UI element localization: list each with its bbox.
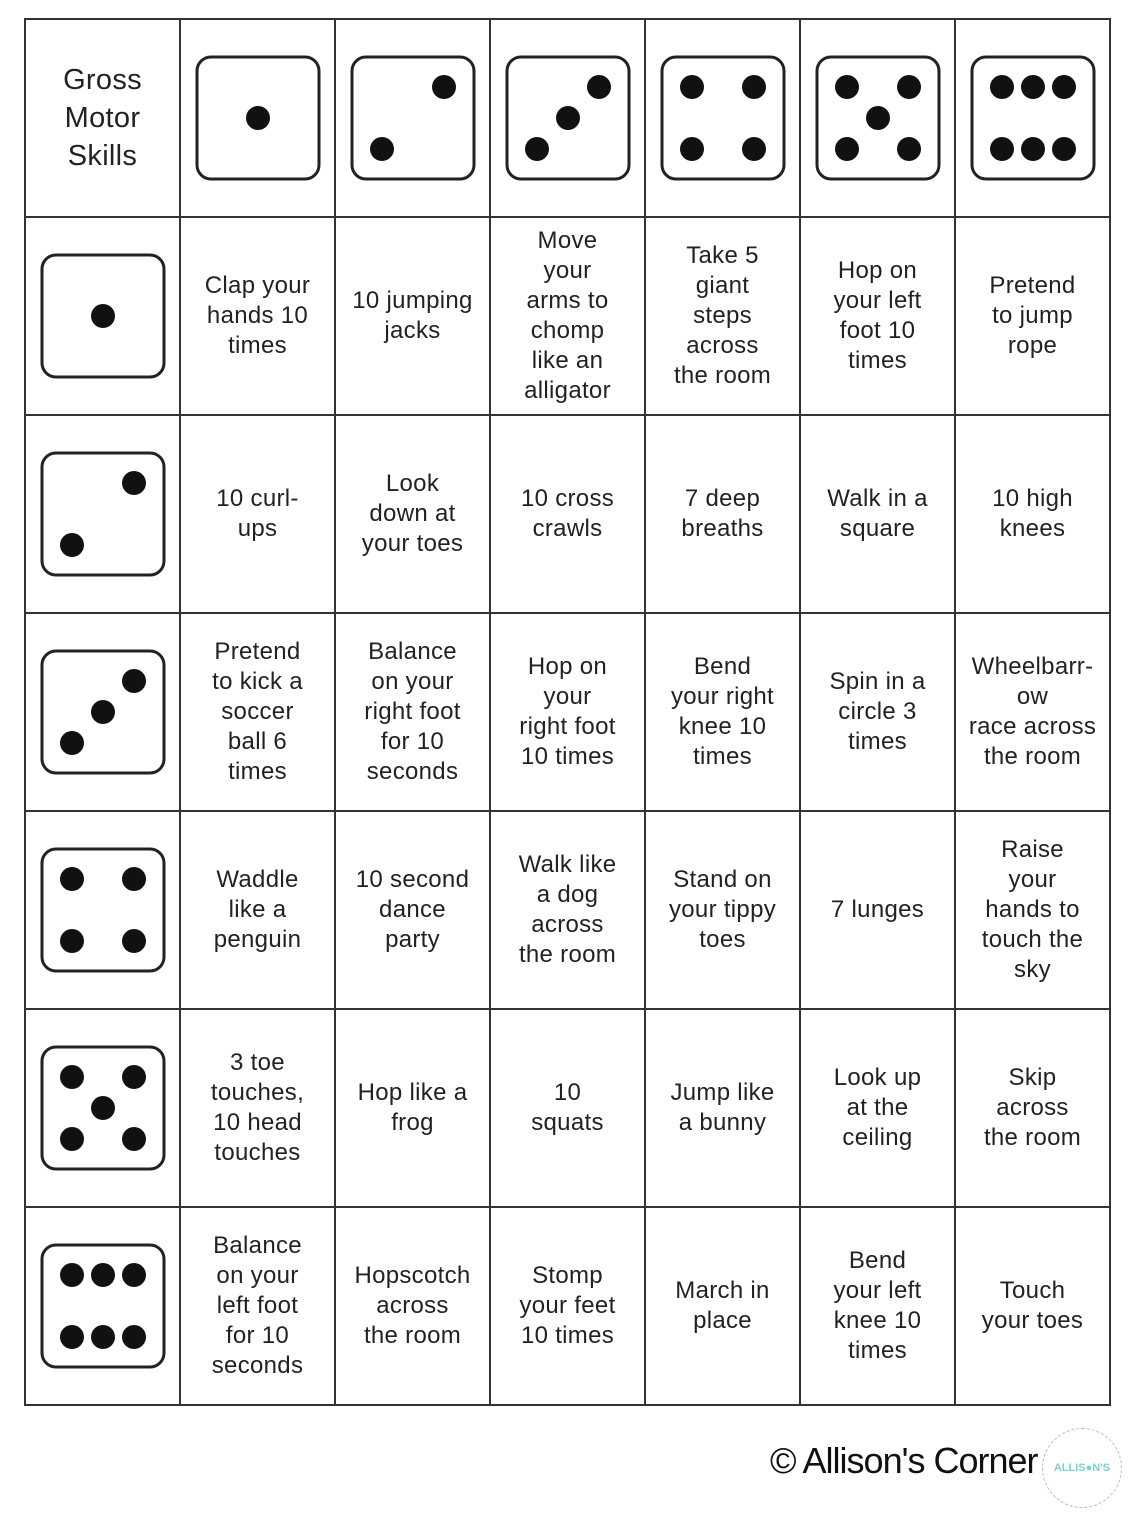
- die-face-6-icon: [969, 54, 1097, 182]
- activity-cell: 10 squats: [490, 1009, 645, 1207]
- die-pip: [246, 106, 270, 130]
- activity-cell: 7 lunges: [800, 811, 955, 1009]
- activity-cell: Clap your hands 10 times: [180, 217, 335, 415]
- activity-cell: Bend your left knee 10 times: [800, 1207, 955, 1405]
- table-row: [25, 415, 1110, 613]
- die-pip: [680, 75, 704, 99]
- die-face-4-icon: [659, 54, 787, 182]
- die-pip: [91, 1325, 115, 1349]
- header-die-cell: [955, 19, 1110, 217]
- header-row: [25, 19, 1110, 217]
- die-pip: [122, 471, 146, 495]
- die-pip: [60, 867, 84, 891]
- die-face-5-icon: [39, 1044, 167, 1172]
- activity-cell: Pretend to jump rope: [955, 217, 1110, 415]
- activity-cell: 10 jumping jacks: [335, 217, 490, 415]
- die-pip: [587, 75, 611, 99]
- die-pip: [60, 929, 84, 953]
- die-pip: [122, 1127, 146, 1151]
- table-row: [25, 217, 1110, 415]
- die-pip: [60, 731, 84, 755]
- die-pip: [680, 137, 704, 161]
- die-pip: [60, 1127, 84, 1151]
- die-face-6-icon: [39, 1242, 167, 1370]
- die-pip: [60, 1325, 84, 1349]
- die-face-4-icon: [39, 846, 167, 974]
- die-pip: [525, 137, 549, 161]
- activity-cell: 10 second dance party: [335, 811, 490, 1009]
- die-pip: [990, 137, 1014, 161]
- activity-cell: 7 deep breaths: [645, 415, 800, 613]
- die-pip: [122, 929, 146, 953]
- die-face-1-icon: [39, 252, 167, 380]
- activity-cell: Pretend to kick a soccer ball 6 times: [180, 613, 335, 811]
- die-pip: [1021, 137, 1045, 161]
- activity-cell: Touch your toes: [955, 1207, 1110, 1405]
- activity-cell: 10 high knees: [955, 415, 1110, 613]
- header-die-cell: [800, 19, 955, 217]
- die-pip: [60, 1263, 84, 1287]
- activity-cell: Look up at the ceiling: [800, 1009, 955, 1207]
- die-pip: [897, 137, 921, 161]
- header-die-cell: [335, 19, 490, 217]
- die-pip: [91, 304, 115, 328]
- die-face-1-icon: [194, 54, 322, 182]
- die-pip: [835, 75, 859, 99]
- copyright: © Allison's Corner: [770, 1440, 1038, 1481]
- die-pip: [1021, 75, 1045, 99]
- die-pip: [897, 75, 921, 99]
- die-pip: [122, 669, 146, 693]
- activity-cell: Balance on your right foot for 10 seconds: [335, 613, 490, 811]
- die-pip: [370, 137, 394, 161]
- activity-cell: Jump like a bunny: [645, 1009, 800, 1207]
- die-pip: [122, 1325, 146, 1349]
- header-die-cell: [490, 19, 645, 217]
- activity-cell: Hop like a frog: [335, 1009, 490, 1207]
- activity-grid: [24, 18, 1111, 1406]
- row-die-cell: [25, 217, 180, 415]
- die-face-2-icon: [39, 450, 167, 578]
- die-pip: [60, 1065, 84, 1089]
- activity-cell: Spin in a circle 3 times: [800, 613, 955, 811]
- activity-cell: 10 cross crawls: [490, 415, 645, 613]
- header-die-cell: [180, 19, 335, 217]
- activity-cell: Balance on your left foot for 10 seconds: [180, 1207, 335, 1405]
- activity-cell: Walk in a square: [800, 415, 955, 613]
- die-pip: [1052, 75, 1076, 99]
- die-pip: [742, 75, 766, 99]
- die-pip: [556, 106, 580, 130]
- activity-cell: Bend your right knee 10 times: [645, 613, 800, 811]
- die-face-2-icon: [349, 54, 477, 182]
- die-face-3-icon: [39, 648, 167, 776]
- activity-cell: March in place: [645, 1207, 800, 1405]
- die-pip: [91, 1263, 115, 1287]
- die-face-3-icon: [504, 54, 632, 182]
- die-pip: [990, 75, 1014, 99]
- die-outline: [42, 849, 164, 971]
- row-die-cell: [25, 415, 180, 613]
- activity-cell: Raise your hands to touch the sky: [955, 811, 1110, 1009]
- table-row: [25, 613, 1110, 811]
- activity-cell: Waddle like a penguin: [180, 811, 335, 1009]
- row-die-cell: [25, 1009, 180, 1207]
- activity-cell: 3 toe touches, 10 head touches: [180, 1009, 335, 1207]
- activity-cell: Take 5 giant steps across the room: [645, 217, 800, 415]
- die-pip: [122, 1065, 146, 1089]
- die-outline: [42, 453, 164, 575]
- die-pip: [91, 1096, 115, 1120]
- header-die-cell: [645, 19, 800, 217]
- die-pip: [432, 75, 456, 99]
- die-pip: [835, 137, 859, 161]
- activity-cell: Stomp your feet 10 times: [490, 1207, 645, 1405]
- die-face-5-icon: [814, 54, 942, 182]
- row-die-cell: [25, 613, 180, 811]
- die-pip: [866, 106, 890, 130]
- row-die-cell: [25, 1207, 180, 1405]
- activity-cell: Hop on your left foot 10 times: [800, 217, 955, 415]
- die-pip: [91, 700, 115, 724]
- die-pip: [122, 1263, 146, 1287]
- table-row: [25, 1207, 1110, 1405]
- table-row: [25, 811, 1110, 1009]
- die-pip: [1052, 137, 1076, 161]
- table-row: [25, 1009, 1110, 1207]
- activity-cell: Hop on your right foot 10 times: [490, 613, 645, 811]
- activity-cell: Look down at your toes: [335, 415, 490, 613]
- die-pip: [60, 533, 84, 557]
- brand-logo: ALLIS●N'S: [1042, 1428, 1122, 1508]
- activity-cell: 10 curl- ups: [180, 415, 335, 613]
- activity-cell: Hopscotch across the room: [335, 1207, 490, 1405]
- activity-cell: Wheelbarr- ow race across the room: [955, 613, 1110, 811]
- die-pip: [742, 137, 766, 161]
- worksheet-title: Gross Motor Skills: [25, 19, 180, 217]
- activity-cell: Walk like a dog across the room: [490, 811, 645, 1009]
- row-die-cell: [25, 811, 180, 1009]
- activity-cell: Skip across the room: [955, 1009, 1110, 1207]
- activity-cell: Move your arms to chomp like an alligator: [490, 217, 645, 415]
- die-outline: [662, 57, 784, 179]
- activity-cell: Stand on your tippy toes: [645, 811, 800, 1009]
- die-pip: [122, 867, 146, 891]
- die-outline: [352, 57, 474, 179]
